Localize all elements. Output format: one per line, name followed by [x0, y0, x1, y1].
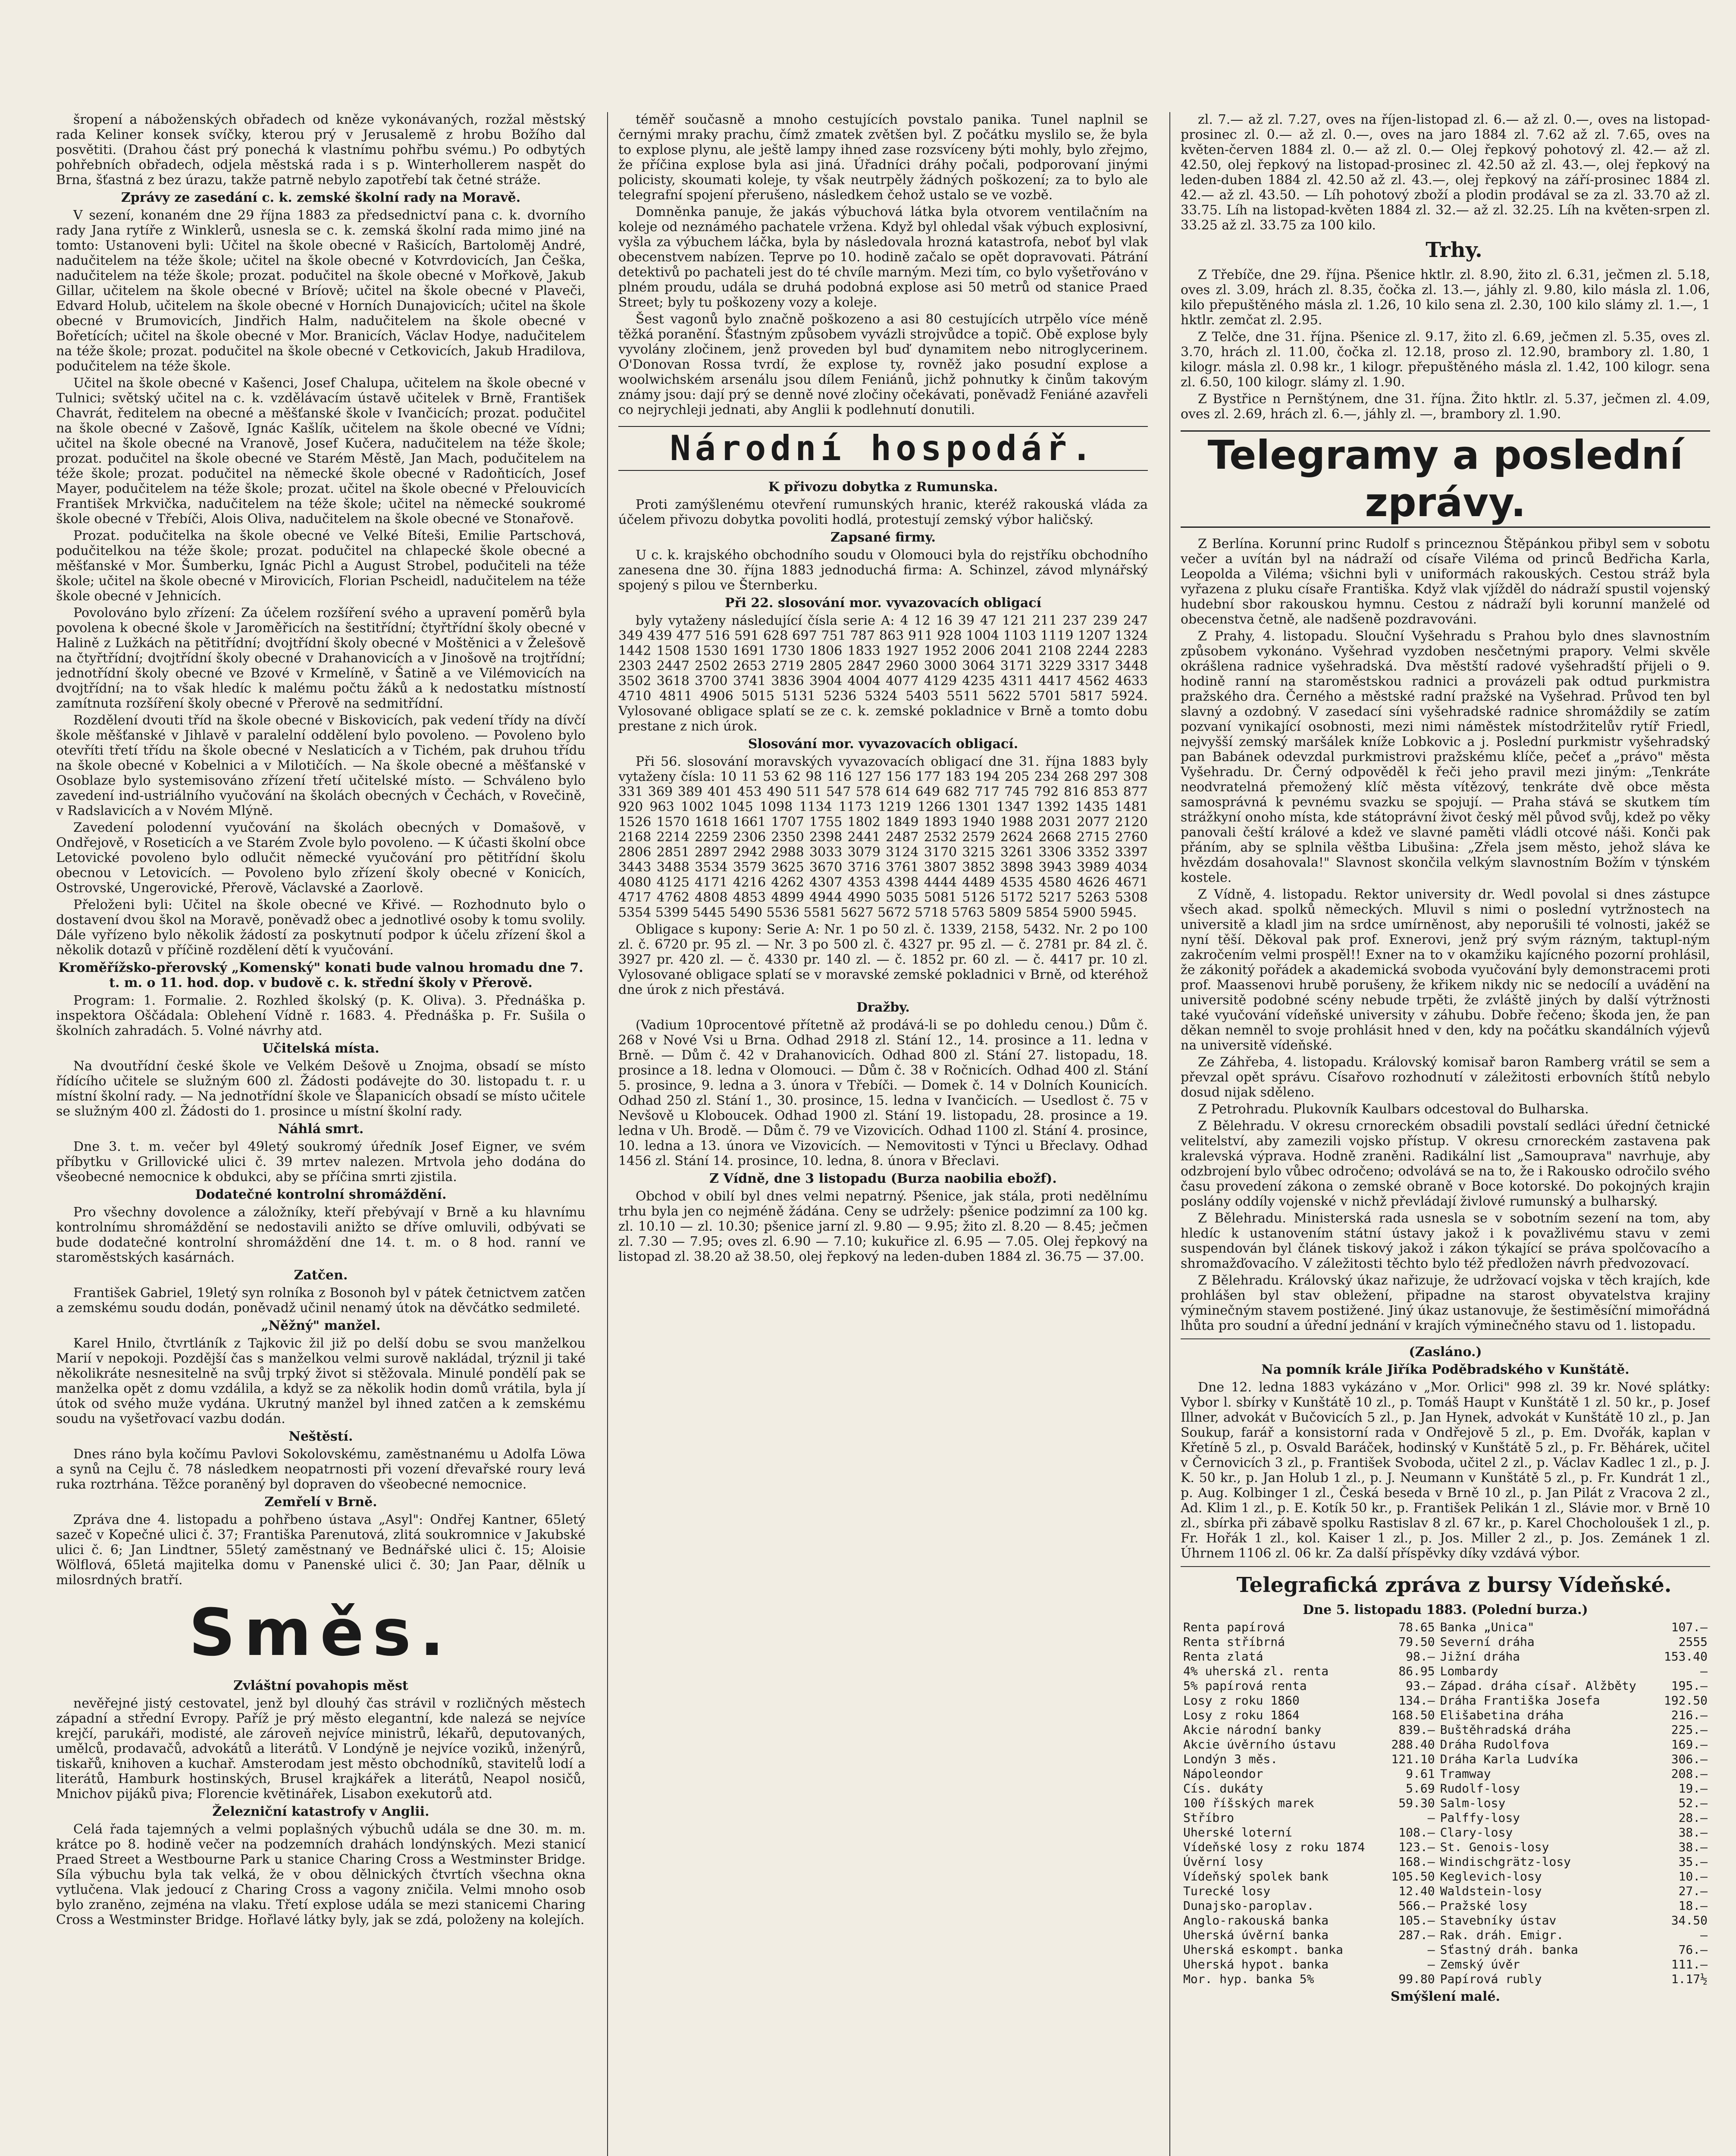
paragraph: Z Bělehradu. Královský úkaz nařizuje, že udržovací vojska v těch krajích, kde prohlášen byl stav obležení, připadne na starost obyvatelstva krajiny výminečným stavem postižené. Jiný úkaz ustanovuje, že šestiměsíční mimořádná lhůta pro soudní a úřední jednání v krajích výminečného stavu od 1. listopadu.	[1181, 1273, 1710, 1333]
burza-right-value: 208.—	[1671, 1767, 1708, 1781]
section-heading: K přivozu dobytka z Rumunska.	[768, 479, 998, 495]
column-2	[607, 112, 1148, 2156]
burza-right-label: Rudolf-losy	[1440, 1781, 1520, 1796]
paragraph: (Vadium 10procentové přítetně až prodává-li se po dohledu cenou.) Dům č. 268 v Nové Vsi u Brna. Odhad 2918 zl. Stání 12., 14. prosince a 11. ledna v Brně. — Dům č. 42 v Drahanovicích. Odhad 800 zl. Stání 27. listopadu, 18. prosince a 18. ledna v Olomouci. — Dům č. 38 v Ročnicích. Odhad 400 zl. Stání 5. prosince, 9. ledna a 3. února v Třebíči. — Domek č. 14 v Dolních Kounicích. Odhad 250 zl. Stání 1., 30. prosince, 15. ledna v Ivančicích. — Usedlost č. 75 v Nevšově u Kloboucek. Odhad 1900 zl. Stání 19. listopadu, 28. prosince a 19. ledna v Uh. Brodě. — Dům č. 79 ve Vizovicích. Odhad 1100 zl. Stání 4. prosince, 10. ledna a 13. února ve Vizovicích. — Nemovitosti v Týnci u Břeclavy. Odhad 1456 zl. Stání 14. prosince, 10. ledna, 8. února v Břeclavi.	[618, 1018, 1148, 1169]
burza-row	[1181, 1869, 1710, 1884]
burza-left-value: 105.—	[1398, 1913, 1435, 1927]
paragraph: Dnes ráno byla kočímu Pavlovi Sokolovskému, zaměstnanému u Adolfa Löwa a synů na Cejlu č. 78 následkem neopatrnosti při vození dřevařské roury levá ruka roztrhána. Těžce poraněný byl dopraven do všeobecné nemocnice.	[56, 1447, 586, 1492]
burza-right-value: 153.40	[1664, 1649, 1708, 1664]
burza-right-value: 1.17½	[1671, 1972, 1708, 1986]
section-heading: Zatčen.	[294, 1268, 348, 1283]
burza-left-value: —	[1427, 1957, 1435, 1971]
burza-right-value: 52.—	[1678, 1796, 1708, 1810]
burza-right-value: 192.50	[1664, 1693, 1708, 1708]
section-heading: Zprávy ze zasedání c. k. zemské školní rady na Moravě.	[121, 190, 521, 205]
paragraph: Domněnka panuje, že jakás výbuchová látka byla otvorem ventilačním na koleje od neznámého pachatele vržena. Když byl ohledal však výbuch explosivní, vyšla za výbuchem láčka, byla by následovala hrozná katastrofa, neboť byl vlak obecenstvem nabízen. Teprve po 10. hodině začalo se opět dopravovati. Pátrání detektivů po pachateli jest do té chvíle marným. Mezi tím, co bylo vyšetřováno v plném proudu, udála se druhá podobná explose asi 50 metrů od stanice Praed Street; byly tu poškozeny vozy a koleje.	[618, 204, 1148, 310]
burza-right-label: Banka „Unica"	[1440, 1620, 1535, 1634]
burza-row	[1181, 1723, 1710, 1737]
burza-right-value: 38.—	[1678, 1840, 1708, 1854]
narodni-hospodar-header: Národní hospodář.	[618, 426, 1148, 471]
burza-left-value: 105.50	[1391, 1869, 1435, 1883]
burza-right-label: Sťastný dráh. banka	[1440, 1943, 1578, 1957]
burza-left-value: 59.30	[1398, 1796, 1435, 1810]
section-heading: Na pomník krále Jiříka Poděbradského v Kunštátě.	[1261, 1362, 1629, 1377]
burza-right-value: 34.50	[1671, 1913, 1708, 1927]
burza-footer: Smýšlení malé.	[1391, 1989, 1500, 2004]
burza-left-value: 134.—	[1398, 1693, 1435, 1708]
paragraph: Z Vídně, 4. listopadu. Rektor university dr. Wedl povolal si dnes zástupce všech akad. spolků německých. Mluvil s nimi o poslední vytržnostech na universitě a kladl jim na srdce umírněnost, aby neporušili té volnosti, jakéž se nyní těší. Děkoval pak prof. Exnerovi, jenž prý svým rázným, taktupl-ným zakročením velmi prospěl!! Exner na to v okamžiku kajícného pozorní prohlásil, že zákonitý pořádek a akademická svoboda vyučování byly demonstracemi proti prof. Maassenovi hrubě porušeny, že křikem nikdy nic se nedocílí a uvádění na universitě podobné scény nebude trpěti, že zvláště jiných by další výtržnosti také vyučování vídeňské university v záhubu. Dobře řečeno; škoda jen, že pan děkan nemněl to svoje prohlásit hned v den, kdy na počátku skandálních výjevů na universitě vídeňské.	[1181, 887, 1710, 1053]
burza-left-label: Akcie národní banky	[1183, 1723, 1322, 1737]
burza-right-label: Lombardy	[1440, 1664, 1498, 1678]
burza-left-label: Akcie úvěrního ústavu	[1183, 1737, 1336, 1752]
burza-left-value: 98.—	[1406, 1649, 1435, 1664]
burza-left-value: 79.50	[1398, 1635, 1435, 1649]
burza-row	[1181, 1840, 1710, 1855]
paragraph: Pro všechny dovolence a záložníky, kteří přebývají v Brně a ku hlavnímu kontrolnímu shromáždění se nedostavili anižto se dříve omluvili, odbývati se bude dodatečné kontrolní shromáždění dne 14. t. m. o 8 hod. ranní ve staroměstských kasárnách.	[56, 1205, 586, 1265]
burza-right-value: 35.—	[1678, 1855, 1708, 1869]
paragraph: Z Berlína. Korunní princ Rudolf s princeznou Štěpánkou přibyl sem v sobotu večer a uvítán byl na nádraží od císaře Viléma od princů Bedřicha Karla, Leopolda a Viléma; všichni byli v uniformách rakouských. Cestou stráž byla vyřazena z pluku císaře Františka. Když vlak vjížděl do nádraží spustil vojenský hudební sbor rakouskou hymnu. Cestou z nádraží byli korunní manželé od obecenstva četně, ale nadšeně pozdravováni.	[1181, 536, 1710, 627]
burza-right-label: Dráha Františka Josefa	[1440, 1693, 1600, 1708]
burza-left-label: Turecké losy	[1183, 1884, 1271, 1898]
paragraph: Obligace s kupony: Serie A: Nr. 1 po 50 zl. č. 1339, 2158, 5432. Nr. 2 po 100 zl. č. 6720 pr. 95 zl. — Nr. 3 po 500 zl. č. 4327 pr. 95 zl. — č. 2781 pr. 84 zl. č. 3927 pr. 420 zl. — č. 4330 pr. 140 zl. — č. 1852 pr. 60 zl. — č. 4417 pr. 10 zl. Vylosované obligace splatí se v moravské zemské pokladnici v Brně, od kteréhož dne úrok z nich přestává.	[618, 922, 1148, 997]
zaslano-heading: (Zasláno.)	[1409, 1344, 1482, 1360]
paragraph: Program: 1. Formalie. 2. Rozhled školský (p. K. Oliva). 3. Přednáška p. inspektora Oščádala: Oblehení Vídně r. 1683. 4. Přednáška p. Fr. Sušila o školních zahradách. 5. Volné návrhy atd.	[56, 993, 586, 1038]
burza-right-value: 19.—	[1678, 1781, 1708, 1796]
burza-left-label: Uherské loterní	[1183, 1825, 1292, 1839]
section-heading: Dodatečné kontrolní shromáždění.	[195, 1187, 447, 1202]
burza-left-value: 168.—	[1398, 1855, 1435, 1869]
paragraph: Zavedení polodenní vyučování na školách obecných v Domašově, v Ondřejově, v Roseticích a ve Starém Zvole bylo povoleno. — K účasti školní obce Letovické povoleno bylo odlučit německé vyučování pro pětitřídní školu obecnou v Letovicích. — Povoleno bylo zřízení školy obecné v Konicích, Ostrovské, Ungerovické, Přerově, Václavské a Zaorlově.	[56, 820, 586, 896]
burza-left-label: Londýn 3 měs.	[1183, 1752, 1278, 1766]
burza-left-label: Uherská hypot. banka	[1183, 1957, 1329, 1971]
burza-right-label: Keglevich-losy	[1440, 1869, 1542, 1883]
section-heading: Zemřelí v Brně.	[264, 1495, 377, 1510]
burza-row	[1181, 1781, 1710, 1796]
burza-heading: Telegrafická zpráva z bursy Vídeňské.	[1236, 1573, 1672, 1597]
burza-right-label: Papírová rubly	[1440, 1972, 1542, 1986]
burza-row	[1181, 1825, 1710, 1840]
paragraph: Šest vagonů bylo značně poškozeno a asi 80 cestujících utrpělo více méně těžká poranění. Šťastným způsobem vyvázli strojvůdce a topič. Obě explose byly vyvolány zločinem, jenž proveden byl buď dynamitem nebo nitroglycerinem. O'Donovan Rossa tvrdí, že explose ty, rovněž jako posudní explose a woolwichském arsenálu jsou dílem Feniánů, jichž pohnutky k činům takovým známy jsou: dají prý se denně nové zločiny očekávati, poněvadž Feniáné azavřeli co nejrychleji jednati, aby Anglii k podlehnutí donutili.	[618, 312, 1148, 417]
burza-left-value: —	[1427, 1943, 1435, 1957]
burza-table	[1181, 1620, 1710, 1987]
burza-left-label: Renta zlatá	[1183, 1649, 1263, 1664]
paragraph: Povolováno bylo zřízení: Za účelem rozšíření svého a upravení poměrů byla povolena k obecné škole v Jaroměřicích na šestitřídní; čtyřtřídní školy obecné v Halině z Lužkách na pětitřídní; dvojtřídní školy obecné v Moštěnici a v Želešově na čtyřtřídní; dvojtřídní školy obecné v Drahanovicích a v Jinošově na trojtřídní; jednotřídní školy obecné ve Bzové v Krmelíně, v Šatině a ve Vilémovicích na dvojtřídní; na to však hledíc k malému počtu žáků a k nedostatku místností zamítnuta rozšíření školy obecné v Přerově na sedmitřídní.	[56, 605, 586, 711]
burza-row	[1181, 1884, 1710, 1899]
paragraph: Z Bělehradu. V okresu crnoreckém obsadili povstalí sedláci úřední četnické velitelství, aby zamezili vojsko přístup. V okresu crnoreckém zastavena pak kralevská výprava. Hodně zraněni. Radikální list „Samouprava" navrhuje, aby odzbrojení bylo vůbec odročeno; odvolává se na to, že i Rakousko odročilo svého času provedení zákona o zemské obraně v Boce kotorské. Do pokojných krajin poslány oddíly vojenské v nichž převládají živlové rumunský a bulharský.	[1181, 1119, 1710, 1209]
burza-left-value: 99.80	[1398, 1972, 1435, 1986]
section-heading: Při 22. slosování mor. vyvazovacích obligací	[725, 595, 1041, 611]
burza-left-label: 100 říšských marek	[1183, 1796, 1314, 1810]
paragraph: Proti zamýšlenému otevření rumunských hranic, kteréž rakouská vláda za účelem přivozu dobytka povoliti hodlá, protestují zemský výbor haličský.	[618, 497, 1148, 527]
burza-right-label: St. Genois-losy	[1440, 1840, 1549, 1854]
paragraph: Na dvoutřídní české škole ve Velkém Dešově u Znojma, obsadí se místo řídícího učitele se služným 600 zl. Žádosti podávejte do 30. listopadu t. r. u místní školní rady. — Na jednotřídní škole ve Šlapanicích obsadí se místo učitele se služným 400 zl. Žádosti do 1. prosince u místní školní rady.	[56, 1059, 586, 1119]
burza-left-value: 288.40	[1391, 1737, 1435, 1752]
section-heading: Učitelská místa.	[262, 1041, 379, 1056]
burza-left-label: Nápoleondor	[1183, 1767, 1263, 1781]
burza-left-label: Uherská eskompt. banka	[1183, 1943, 1343, 1957]
burza-right-value: 111.—	[1671, 1957, 1708, 1971]
burza-right-value: 216.—	[1671, 1708, 1708, 1722]
burza-left-label: Anglo-rakouská banka	[1183, 1913, 1329, 1927]
burza-row	[1181, 1767, 1710, 1781]
burza-row	[1181, 1957, 1710, 1972]
paragraph: nevěřejné jistý cestovatel, jenž byl dlouhý čas strávil v rozličných městech západní a střední Evropy. Paříž je prý město elegantní, kde nalezá se nejvíce krejčí, parukáři, modisté, ale zároveň nejvíce ministrů, lékařů, deputovaných, umělců, prodavačů, advokátů a literátů. V Londýně je nejvíce voziků, inženýrů, tiskařů, knihoven a kuchař. Amsterodam jest město obchodníků, stavitelů lodí a literátů, Hamburk hostinských, Brusel krajkářek a literátů, Neapol nosičů, Mnichov pijáků piva; Florencie květinářek, Lisabon exekutorů atd.	[56, 1696, 586, 1802]
burza-right-value: 18.—	[1678, 1899, 1708, 1913]
burza-row	[1181, 1649, 1710, 1664]
burza-left-label: Mor. hyp. banka 5%	[1183, 1972, 1314, 1986]
column-3	[1169, 112, 1710, 2156]
paragraph: Dne 3. t. m. večer byl 49letý soukromý úředník Josef Eigner, ve svém příbytku v Grillovické ulici č. 39 mrtev nalezen. Mrtvola jeho dodána do všeobecné nemocnice k obdukci, aby se příčina smrti zjistila.	[56, 1139, 586, 1185]
burza-row	[1181, 1752, 1710, 1767]
telegrams-heading: Telegramy a poslední zprávy.	[1181, 430, 1710, 528]
burza-left-value: —	[1427, 1811, 1435, 1825]
burza-left-value: 93.—	[1406, 1679, 1435, 1693]
burza-left-value: 287.—	[1398, 1928, 1435, 1942]
burza-right-value: 107.—	[1671, 1620, 1708, 1634]
burza-row	[1181, 1664, 1710, 1679]
burza-right-label: Severní dráha	[1440, 1635, 1535, 1649]
burza-row	[1181, 1928, 1710, 1943]
burza-right-value: 38.—	[1678, 1825, 1708, 1839]
burza-left-value: 566.—	[1398, 1899, 1435, 1913]
paragraph: V sezení, konaném dne 29 října 1883 za předsednictví pana c. k. dvorního rady Jana rytíře z Winklerů, usnesla se c. k. zemská školní rada mimo jiné na tomto: Ustanoveni byli: Učitel na škole obecné v Rašicích, Bartoloměj André, nadučitelem na téže škole; učitel na škole obecné v Kotvrdovicích, Jan Češka, nadučitelem na téže škole; prozat. podučitel na škole obecné v Mořkově, Jakub Gillar, učitelem na škole obecné v Bríově; učitel na škole obecné v Plaveči, Edvard Holub, učitelem na škole obecné v Horních Dunajovicích; učitel na škole obecné v Brumovicích, Jindřich Halm, nadučitelem na škole obecné v Bořetících; učitel na škole obecné v Mor. Branicích, Václav Hodye, nadučitelem na téže škole; prozat. podučitel na škole obecné v Cetkovicích, Jakub Hradilova, podučitelem na téže škole.	[56, 208, 586, 374]
burza-left-value: 9.61	[1406, 1767, 1435, 1781]
burza-left-label: Stříbro	[1183, 1811, 1235, 1825]
burza-left-value: 12.40	[1398, 1884, 1435, 1898]
burza-right-value: 10.—	[1678, 1869, 1708, 1883]
burza-right-label: Západ. dráha císař. Alžběty	[1440, 1679, 1636, 1693]
paragraph: Dne 12. ledna 1883 vykázáno v „Mor. Orlici" 998 zl. 39 kr. Nové splátky: Vybor l. sbírky v Kunštátě 10 zl., p. Tomáš Haupt v Kunštátě 1 zl. 50 kr., p. Josef Illner, advokát v Bučovicích 5 zl., p. Jan Hynek, advokát v Kunštátě 10 zl., p. Jan Soukup, farář a konsistorní rada v Ondřejově 5 zl., p. Em. Dvořák, kaplan v Křetíně 5 zl., p. Osvald Baráček, hodinský v Kunštátě 5 zl., p. Fr. Běhárek, učitel v Černovicích 3 zl., p. František Svoboda, učitel 2 zl., p. Václav Kadlec 1 zl., p. J. K. 50 kr., p. Jan Holub 1 zl., p. J. Neumann v Kunštátě 5 zl., p. Fr. Kundrát 1 zl., p. Aug. Kolbinger 1 zl., Česká beseda v Brně 10 zl., p. Jan Pilát z Vracova 2 zl., Ad. Klim 1 zl., p. E. Kotík 50 kr., p. František Pelikán 1 zl., Slávie mor. v Brně 10 zl., sbírka při zábavě spolku Rastislav 8 zl. 67 kr., p. Karel Chocholoušek 1 zl., p. Fr. Hořák 1 zl., kol. Kaiser 1 zl., p. Jos. Miller 2 zl., p. Jos. Zemánek 1 zl. Úhrnem 1106 zl. 06 kr. Za další příspěvky díky vzdává výbor.	[1181, 1380, 1710, 1561]
burza-right-label: Rak. dráh. Emigr.	[1440, 1928, 1564, 1942]
burza-right-label: Windischgrätz-losy	[1440, 1855, 1571, 1869]
burza-row	[1181, 1972, 1710, 1987]
burza-left-value: 86.95	[1398, 1664, 1435, 1678]
section-heading: Zvláštní povahopis měst	[233, 1678, 408, 1693]
section-heading: Kroměřížsko-přerovský „Komenský" konati bude valnou hromadu dne 7. t. m. o 11. hod. dop. v budově c. k. střední školy v Přerově.	[58, 960, 583, 990]
section-heading: „Něžný" manžel.	[261, 1318, 381, 1333]
burza-row	[1181, 1796, 1710, 1811]
paragraph: U c. k. krajského obchodního soudu v Olomouci byla do rejstříku obchodního zanesena dne 30. října 1883 jednoduchá firma: A. Schinzel, závod mlynářský spojený s pilou ve Šternberku.	[618, 548, 1148, 593]
burza-row	[1181, 1855, 1710, 1869]
burza-right-value: 195.—	[1671, 1679, 1708, 1693]
paragraph: Z Petrohradu. Plukovník Kaulbars odcestoval do Bulharska.	[1198, 1102, 1589, 1117]
burza-right-label: Jižní dráha	[1440, 1649, 1520, 1664]
burza-left-label: Vídeňské losy z roku 1874	[1183, 1840, 1365, 1854]
paragraph: Zpráva dne 4. listopadu a pohřbeno ústava „Asyl": Ondřej Kantner, 65letý sazeč v Kopečné ulici č. 37; Františka Parenutová, zlitá soukromnice v Jakubské ulici č. 6; Jan Lindtner, 55letý zaměstnaný ve Bednářské ulici č. 15; Aloisie Wölflová, 65letá majitelka domu v Panenské ulici č. 30; Jan Paar, dělník u milosrdných bratří.	[56, 1512, 586, 1588]
burza-right-label: Dráha Karla Ludvíka	[1440, 1752, 1578, 1766]
burza-row	[1181, 1943, 1710, 1957]
burza-left-label: Dunajsko-paroplav.	[1183, 1899, 1314, 1913]
paragraph: František Gabriel, 19letý syn rolníka z Bosonoh byl v pátek četnictvem zatčen a zemskému soudu dodán, poněvadž učinil nenamý útok na děvčátko sedmileté.	[56, 1285, 586, 1316]
burza-row	[1181, 1737, 1710, 1752]
column-1	[56, 112, 586, 2156]
burza-left-value: 121.10	[1391, 1752, 1435, 1766]
burza-left-value: 108.—	[1398, 1825, 1435, 1839]
burza-left-label: 5% papírová renta	[1183, 1679, 1307, 1693]
burza-left-label: Vídeňský spolek bank	[1183, 1869, 1329, 1883]
paragraph: Při 56. slosování moravských vyvazovacích obligací dne 31. října 1883 byly vytaženy čísla: 10 11 53 62 98 116 127 156 177 183 194 205 234 268 297 308 331 369 389 401 453 490 511 547 578 614 649 682 717 745 792 816 853 877 920 963 1002 1045 1098 1134 1173 1219 1266 1301 1347 1392 1435 1481 1526 1570 1618 1661 1707 1755 1802 1849 1893 1940 1988 2031 2077 2120 2168 2214 2259 2306 2350 2398 2441 2487 2532 2579 2624 2668 2715 2760 2806 2851 2897 2942 2988 3033 3079 3124 3170 3215 3261 3306 3352 3397 3443 3488 3534 3579 3625 3670 3716 3761 3807 3852 3898 3943 3989 4034 4080 4125 4171 4216 4262 4307 4353 4398 4444 4489 4535 4580 4626 4671 4717 4762 4808 4853 4899 4944 4990 5035 5081 5126 5172 5217 5263 5308 5354 5399 5445 5490 5536 5581 5627 5672 5718 5763 5809 5854 5900 5945.	[618, 754, 1148, 920]
burza-right-value: 306.—	[1671, 1752, 1708, 1766]
divider	[1181, 1566, 1710, 1567]
section-heading: Slosování mor. vyvazovacích obligací.	[748, 736, 1018, 752]
paragraph: téměř současně a mnoho cestujících povstalo panika. Tunel naplnil se černými mraky prachu, čímž zmatek zvětšen byl. Z počátku myslilo se, že byla to explose plynu, ale ještě lampy ihned zase rozsvíceny býti mohly, bylo zřejmo, že příčina explose byla asi jiná. Úřadníci dráhy počali, podporovaní jinými policisty, skoumati koleje, ty však neutrpěly žádných poškození; za to bylo ale telegrafní spojení přerušeno, následkem čehož ustalo se ve vozbě.	[618, 112, 1148, 203]
burza-table-wrapper	[1181, 1620, 1710, 1987]
paragraph: Z Bystřice n Pernštýnem, dne 31. října. Žito hktlr. zl. 5.37, ječmen zl. 4.09, oves zl. 2.69, hrách zl. 6.—, jáhly zl. —, brambory zl. 1.90.	[1181, 392, 1710, 422]
paragraph: Rozdělení dvouti tříd na škole obecné v Biskovicích, pak vedení třídy na dívčí škole měšťanské v Jihlavě v paralelní oddělení bylo povoleno. — Povoleno bylo otevříti třetí třídu na škole obecné v Neslaticích a v Tichém, pak druhou třídu na škole obecné v Kobelnici a v Milotičích. — Na škole obecné a měšťanské v Osoblaze bylo systemisováno zřízení třetí učitelské místo. — Schváleno bylo zavedení ind-ustriálního vyučování na školách obecných v Čechách, v Rovečině, v Radslavicích a v Novém Mlýně.	[56, 713, 586, 818]
paragraph: Učitel na škole obecné v Kašenci, Josef Chalupa, učitelem na škole obecné v Tulnici; světský učitel na c. k. vzdělávacím ústavě učitelek v Brně, František Chavrát, ředitelem na obecné a měšťanské škole v Ivančicích; prozat. podučitel na škole obecné v Zašově, Ignác Kašlík, učitelem na škole obecné ve Vídni; učitel na škole obecné na Vranově, Josef Kučera, nadučitelem na téže škole; prozat. podučitel na škole obecné ve Starém Městě, Jan Mach, podučitelem na téže škole; prozat. podučitel na německé škole obecné v Radoňticích, Josef Mayer, podučitelem na téže škole; prozat. učitel na škole obecné v Přelouvicích František Mrkvička, nadučitelem na téže škole; učitel na německé soukromé škole obecné v Třebíči, Alois Oliva, nadučitelem na škole obecné ve Stonařově.	[56, 376, 586, 526]
burza-row	[1181, 1620, 1710, 1635]
burza-right-value: 169.—	[1671, 1737, 1708, 1752]
burza-right-label: Buštěhradská dráha	[1440, 1723, 1571, 1737]
burza-left-label: Úvěrní losy	[1183, 1855, 1263, 1869]
paragraph: Karel Hnilo, čtvrtláník z Tajkovic žil již po delší dobu se svou manželkou Marií v nepokoji. Pozdější čas s manželkou velmi surově nakládal, trýznil ji také několikráte nesnesitelně na svůj trpký život si stěžovala. Minulé pondělí pak se manželka opět z domu vzdálila, a když se za několik hodin domů vrátila, byla jí útok od svého muže vydána. Ukrutný manžel byl ihned zatčen a k zemskému soudu na vyšetřovací vazbu dodán.	[56, 1336, 586, 1426]
burza-right-label: Stavebníky ústav	[1440, 1913, 1557, 1927]
burza-row	[1181, 1693, 1710, 1708]
divider	[1181, 1338, 1710, 1339]
section-heading: Náhlá smrt.	[278, 1122, 364, 1137]
burza-right-label: Dráha Rudolfova	[1440, 1737, 1549, 1752]
burza-left-value: 78.65	[1398, 1620, 1435, 1634]
section-heading: Zapsané firmy.	[830, 530, 936, 545]
burza-subheading: Dne 5. listopadu 1883. (Polední burza.)	[1303, 1602, 1588, 1617]
section-heading: Železniční katastrofy v Anglii.	[212, 1804, 429, 1819]
section-heading: Neštěstí.	[288, 1429, 353, 1444]
burza-left-label: Losy z roku 1860	[1183, 1693, 1300, 1708]
burza-right-value: —	[1700, 1928, 1708, 1942]
paragraph: Obchod v obilí byl dnes velmi nepatrný. Pšenice, jak stála, proti nedělnímu trhu byla jen co nejméně žádána. Ceny se udržely: pšenice podzimní za 100 kg. zl. 10.10 — zl. 10.30; pšenice jarní zl. 9.80 — 9.95; žito zl. 8.20 — 8.45; ječmen zl. 7.30 — 7.95; oves zl. 6.90 — 7.10; kukuřice zl. 6.95 — 7.05. Olej řepkový na listopad zl. 38.20 až 38.50, olej řepkový na leden-duben 1884 zl. 36.75 — 37.00.	[618, 1189, 1148, 1264]
burza-right-label: Zemský úvěr	[1440, 1957, 1520, 1971]
burza-right-label: Elišabetina dráha	[1440, 1708, 1564, 1722]
burza-row	[1181, 1811, 1710, 1825]
paragraph: Ze Záhřeba, 4. listopadu. Královský komisař baron Ramberg vrátil se sem a převzal opět správu. Císařovo rozhodnutí v záležitosti erbovních štítů nebylo dosud nijak sděleno.	[1181, 1055, 1710, 1100]
burza-left-label: Losy z roku 1864	[1183, 1708, 1300, 1722]
burza-row	[1181, 1913, 1710, 1928]
burza-right-label: Pražské losy	[1440, 1899, 1527, 1913]
paragraph: Z Telče, dne 31. října. Pšenice zl. 9.17, žito zl. 6.69, ječmen zl. 5.35, oves zl. 3.70, hrách zl. 11.00, čočka zl. 12.18, proso zl. 12.90, brambory zl. 1.80, 1 kilogr. másla zl. 0.98 kr., 1 kilogr. přepuštěného másla zl. 1.42, 100 kilogr. sena zl. 6.50, 100 kilogr. slámy zl. 1.90.	[1181, 329, 1710, 390]
burza-left-value: 123.—	[1398, 1840, 1435, 1854]
burza-row	[1181, 1708, 1710, 1723]
burza-left-value: 839.—	[1398, 1723, 1435, 1737]
burza-left-value: 168.50	[1391, 1708, 1435, 1722]
burza-row	[1181, 1899, 1710, 1913]
burza-right-value: 76.—	[1678, 1943, 1708, 1957]
burza-right-value: 225.—	[1671, 1723, 1708, 1737]
paragraph: Z Prahy, 4. listopadu. Slouční Vyšehradu s Prahou bylo dnes slavnostním způsobem vykonáno. Vyšehrad vyzdoben nesčetnými prapory. Velmi skvěle okrášlena radnice vyšehradská. Dva městští radové vyšehradští přijeli o 9. hodině ranní na staroměstskou radnici a provázeli pak odtud purkmistra pražského dra. Černého a městské radní pražské na Vyšehrad. Průvod ten byl slavný a ozdobný. V zasedací síni vyšehradské radnice shromáždily se zatím pozvaní vynikající osobnosti, mezi nimi náměstek místodržitelův rytíř Friedl, nejvyšší zemský maršálek kníže Lobkovic a j. Poslední purkmistr vyšehradský pan Babánek odevzdal purkmistrovi pražskému klíče, pečeť a „právo" města Vyšehradu. Dr. Černý odpověděl k řeči jeho pravil mezi jiným: „Tenkráte neodvratelná přemožený klíč města vítězový, tenkráte dvě obce města samosprávná k pevnému svazku se spojují. — Praha stává se skutkem tím strážkyní onoho místa, kde státoprávní život český měl původ svůj, kdež po věky panovali čeští králové a kdež ve slavné paměti vládli otcové náši. Konči pak přáním, aby se splnila věštba Libušina: „Zřela jsem město, jehož sláva ke hvězdám dosahovala!" Slavnost skončila velkým slavnostním Božím v týnském kostele.	[1181, 629, 1710, 885]
burza-right-value: 2555	[1678, 1635, 1708, 1649]
burza-row	[1181, 1635, 1710, 1649]
burza-right-label: Waldstein-losy	[1440, 1884, 1542, 1898]
paragraph: Prozat. podučitelka na škole obecné ve Velké Bíteši, Emilie Partschová, podučitelkou na téže škole; prozat. podučitel na chlapecké škole obecné a měšťanské v Mor. Šumberku, Ignác Pichl a August Strobel, podučiteli na téže škole; učitel na škole obecné v Mirovicích, Florian Pscheidl, nadučitelem na téže škole obecné v Jehnicích.	[56, 528, 586, 604]
paragraph: šropení a náboženských obřadech od kněze vykonávaných, rozžal městský rada Keliner konsek svíčky, kterou prý v Jerusalemě z hrobu Božího dal posvětiti. (Drahou část prý ponechá k vlastnímu pohřbu svému.) Po odbytých pohřebních obřadech, odjela městská rada i s p. Winterhollerem naspět do Brna, šťastná z bez úrazu, takže patrně nebylo zapotřebí tak četné stráže.	[56, 112, 586, 188]
smes-heading: Směs.	[188, 1595, 453, 1670]
section-heading: Dražby.	[856, 1000, 910, 1015]
burza-left-label: Renta papírová	[1183, 1620, 1285, 1634]
section-heading: Z Vídně, dne 3 listopadu (Burza naobilia ebožf).	[709, 1171, 1057, 1186]
burza-right-label: Palffy-losy	[1440, 1811, 1520, 1825]
burza-left-label: Renta stříbrná	[1183, 1635, 1285, 1649]
burza-right-label: Tramway	[1440, 1767, 1491, 1781]
paragraph: Z Třebíče, dne 29. října. Pšenice hktlr. zl. 8.90, žito zl. 6.31, ječmen zl. 5.18, oves zl. 3.09, hrách zl. 8.35, čočka zl. 13.—, jáhly zl. 9.80, kilo másla zl. 1.06, kilo přepuštěného másla zl. 1.26, 10 kilo sena zl. 2.30, 100 kilo slámy zl. 1.—, 1 hktlr. zemčat zl. 2.95.	[1181, 267, 1710, 328]
burza-right-value: 27.—	[1678, 1884, 1708, 1898]
paragraph: Přeloženi byli: Učitel na škole obecné ve Křivé. — Rozhodnuto bylo o dostavení dvou škol na Moravě, poněvadž obec a jednotlivé osoby k tomu svolily. Dále vyřízeno bylo několik žádostí za poskytnutí podpor k účelu zřízení škol a několik dotazů v příčině rozdělení dětí k vyučování.	[56, 897, 586, 958]
burza-row	[1181, 1679, 1710, 1693]
paragraph: Celá řada tajemných a velmi poplašných výbuchů udála se dne 30. m. m. krátce po 8. hodině večer na podzemních drahách londýnských. Mezi stanicí Praed Street a Westbourne Park u stanice Charing Cross a Westminster Bridge. Síla výbuchu byla tak velká, že v obou dělnických čtvrtích všechna okna vytlučena. Vlak jedoucí z Charing Cross a vagony zničila. Velmi mnoho osob bylo zraněno, zejména na vlaku. Třetí explose udála se mezi stanicemi Charing Cross a Westminster Bridge. Hořlavé látky byly, jak se zdá, položeny na kolejích.	[56, 1822, 586, 1927]
paragraph: byly vytaženy následující čísla serie A: 4 12 16 39 47 121 211 237 239 247 349 439 477 516 591 628 697 751 787 863 911 928 1004 1103 1119 1207 1324 1442 1508 1530 1691 1730 1806 1833 1927 1952 2006 2041 2108 2244 2283 2303 2447 2502 2653 2719 2805 2847 2960 3000 3064 3171 3229 3317 3448 3502 3618 3700 3741 3836 3904 4004 4077 4129 4235 4311 4417 4562 4633 4710 4811 4906 5015 5131 5236 5324 5403 5511 5622 5701 5817 5924. Vylosované obligace splatí se ze c. k. zemské pokladnice v Brně a tomto dobu prestane z nich úrok.	[618, 613, 1148, 734]
burza-right-label: Clary-losy	[1440, 1825, 1513, 1839]
burza-left-label: 4% uherská zl. renta	[1183, 1664, 1329, 1678]
paragraph: zl. 7.— až zl. 7.27, oves na říjen-listopad zl. 6.— až zl. 0.—, oves na listopad-prosinec zl. 0.— až zl. 0.—, oves na jaro 1884 zl. 7.62 až zl. 7.65, oves na květen-červen 1884 zl. 0.— až zl. 0.— Olej řepkový pohotový zl. 42.— až zl. 42.50, olej řepkový na listopad-prosinec zl. 42.50 až zl. 43.—, olej řepkový na leden-duben 1884 zl. 42.50 až zl. 43.—, olej řepkový na září-prosinec 1884 zl. 42.— až zl. 43.50. — Líh pohotový zboží a plodin prodával se za zl. 33.70 až zl. 33.75. Líh na listopad-květen 1884 zl. 32.— až zl. 32.25. Líh na květen-srpen zl. 33.25 až zl. 33.75 za 100 kilo.	[1181, 112, 1710, 233]
burza-right-label: Salm-losy	[1440, 1796, 1506, 1810]
burza-left-label: Cís. dukáty	[1183, 1781, 1263, 1796]
burza-left-label: Uherská úvěrní banka	[1183, 1928, 1329, 1942]
burza-right-value: 28.—	[1678, 1811, 1708, 1825]
burza-left-value: 5.69	[1406, 1781, 1435, 1796]
trhy-heading: Trhy.	[1426, 238, 1482, 262]
burza-right-value: —	[1700, 1664, 1708, 1678]
paragraph: Z Bělehradu. Ministerská rada usnesla se v sobotním sezení na tom, aby hledíc k ustanovením státní ústavy jakož i k považlivému stavu v zemi suspendován byl článek tiskový jakož i zákon týkající se práva spolčovacího a shromažďovacího. V záležitosti těchto bylo též předložen návrh předvozovací.	[1181, 1211, 1710, 1271]
